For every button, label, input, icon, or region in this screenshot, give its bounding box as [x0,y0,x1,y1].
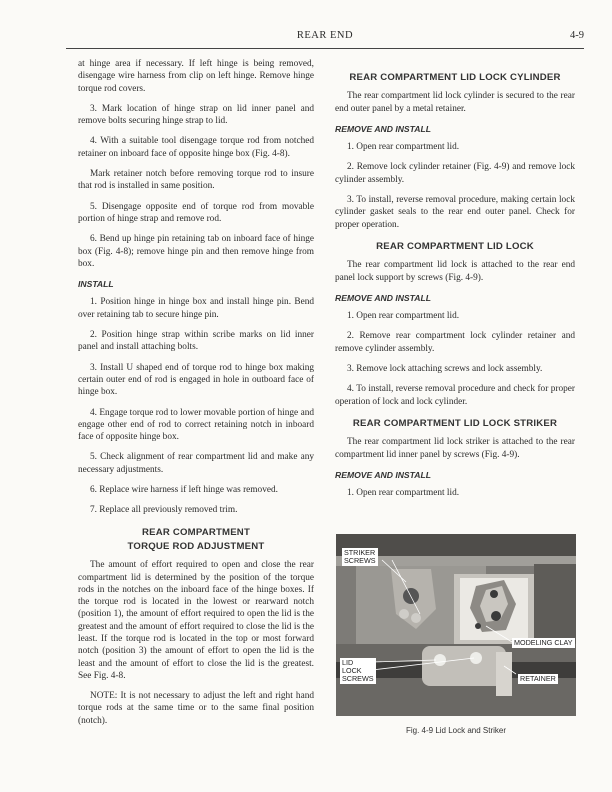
paragraph: 2. Position hinge strap within scribe marks on lid inner panel and install attaching bolts. [78,330,314,353]
torque-heading-line-1: REAR COMPARTMENT [141,526,250,538]
paragraph: 2. Remove rear compartment lock cylinder retainer and remove cylinder assembly. [335,331,575,354]
paragraph: The rear compartment lid lock striker is attached to the rear compartment lid inner panel by screws (Fig. 4-9). [335,437,575,460]
lid-lock-heading: REAR COMPARTMENT LID LOCK [376,240,534,252]
lock-cylinder-heading: REAR COMPARTMENT LID LOCK CYLINDER [349,72,561,83]
figure-caption: Fig. 4-9 Lid Lock and Striker [405,726,507,735]
paragraph: 3. To install, reverse removal procedure, making certain lock cylinder gasket seals to the rear end outer panel. Check for proper operation. [335,195,575,230]
striker-heading: REAR COMPARTMENT LID LOCK STRIKER [352,417,558,429]
remove-install-heading: REMOVE AND INSTALL [335,123,431,134]
paragraph: The rear compartment lid lock cylinder is secured to the rear end outer panel by a metal retainer. [335,91,575,114]
page-header [66,28,584,44]
label-modeling-clay: MODELING CLAY [514,638,573,647]
paragraph: at hinge area if necessary. If left hinge is being removed, disengage wire harness from clip on left hinge. Remove hinge torque rod covers. [78,59,314,94]
paragraph: 2. Remove lock cylinder retainer (Fig. 4-9) and remove lock cylinder assembly. [335,162,575,185]
paragraph: 4. Engage torque rod to lower movable portion of hinge and engage other end of rod to correct retaining notch in inboard face of opposite hinge box. [78,407,314,443]
paragraph: 4. To install, reverse removal procedure and check for proper operation of lock and lock cylinder. [335,384,575,407]
left-column [78,58,314,735]
paragraph: 3. Install U shaped end of torque rod to hinge box making certain outer end of rod is engaged in hole in outboard face of hinge box. [78,362,314,398]
remove-install-heading: REMOVE AND INSTALL [335,292,431,303]
install-heading: INSTALL [78,279,114,290]
page-number: 4-9 [570,30,584,41]
paragraph: 6. Replace wire harness if left hinge was removed. [90,485,278,496]
paragraph: 5. Check alignment of rear compartment lid and make any necessary adjustments. [78,452,314,475]
paragraph: 7. Replace all previously removed trim. [90,505,238,516]
label-lid-lock-screws: LID LOCK SCREWS [342,658,374,683]
lid-lock-striker-photo [336,534,576,716]
label-retainer: RETAINER [520,674,556,683]
paragraph: 1. Open rear compartment lid. [347,142,460,153]
paragraph: 1. Open rear compartment lid. [347,488,460,499]
header-rule [66,48,584,49]
note: NOTE: It is not necessary to adjust the left and right hand torque rods at the same time or to the same final position (notch). [78,691,314,726]
paragraph: 1. Position hinge in hinge box and install hinge pin. Bend over retaining tab to secure hinge pin. [78,297,314,320]
paragraph: The rear compartment lid lock is attached to the rear end panel lock support by screws (Fig. 4-9). [335,260,575,283]
paragraph: The amount of effort required to open and close the rear compartment lid is determined by the position of the torque rods in the notches on the inboard face of the hinge boxes. If the torque rod is located in the lowest or rearward notch (position 1), the amount of effort required to open the lid is the greatest and the amount of effort required to close the lid is the least. If the torque rod is located in the top or most forward notch (position 3) the amount of effort to open the lid is the least and the amount of effort to close the lid is the greatest. See Fig. 4-8. [78,560,314,681]
paragraph: 3. Mark location of hinge strap on lid inner panel and remove bolts securing hinge strap to lid. [78,103,314,127]
torque-heading-line-2: TORQUE ROD ADJUSTMENT [127,540,265,552]
paragraph: Mark retainer notch before removing torque rod to insure that rod is installed in same position. [78,169,314,192]
running-title: REAR END [296,30,354,41]
remove-install-heading: REMOVE AND INSTALL [335,469,431,480]
paragraph: 5. Disengage opposite end of torque rod from movable portion of hinge strap and remove rod. [78,201,314,224]
paragraph: 6. Bend up hinge pin retaining tab on inboard face of hinge box (Fig. 4-8); remove hinge pin and then remove hinge from box. [78,234,314,269]
paragraph: 4. With a suitable tool disengage torque rod from notched retainer on inboard face of opposite hinge box (Fig. 4-8). [78,136,314,159]
label-striker-screws: STRIKER SCREWS [344,548,376,565]
paragraph: 3. Remove lock attaching screws and lock assembly. [347,364,543,375]
right-column [335,58,575,507]
paragraph: 1. Open rear compartment lid. [347,311,460,322]
